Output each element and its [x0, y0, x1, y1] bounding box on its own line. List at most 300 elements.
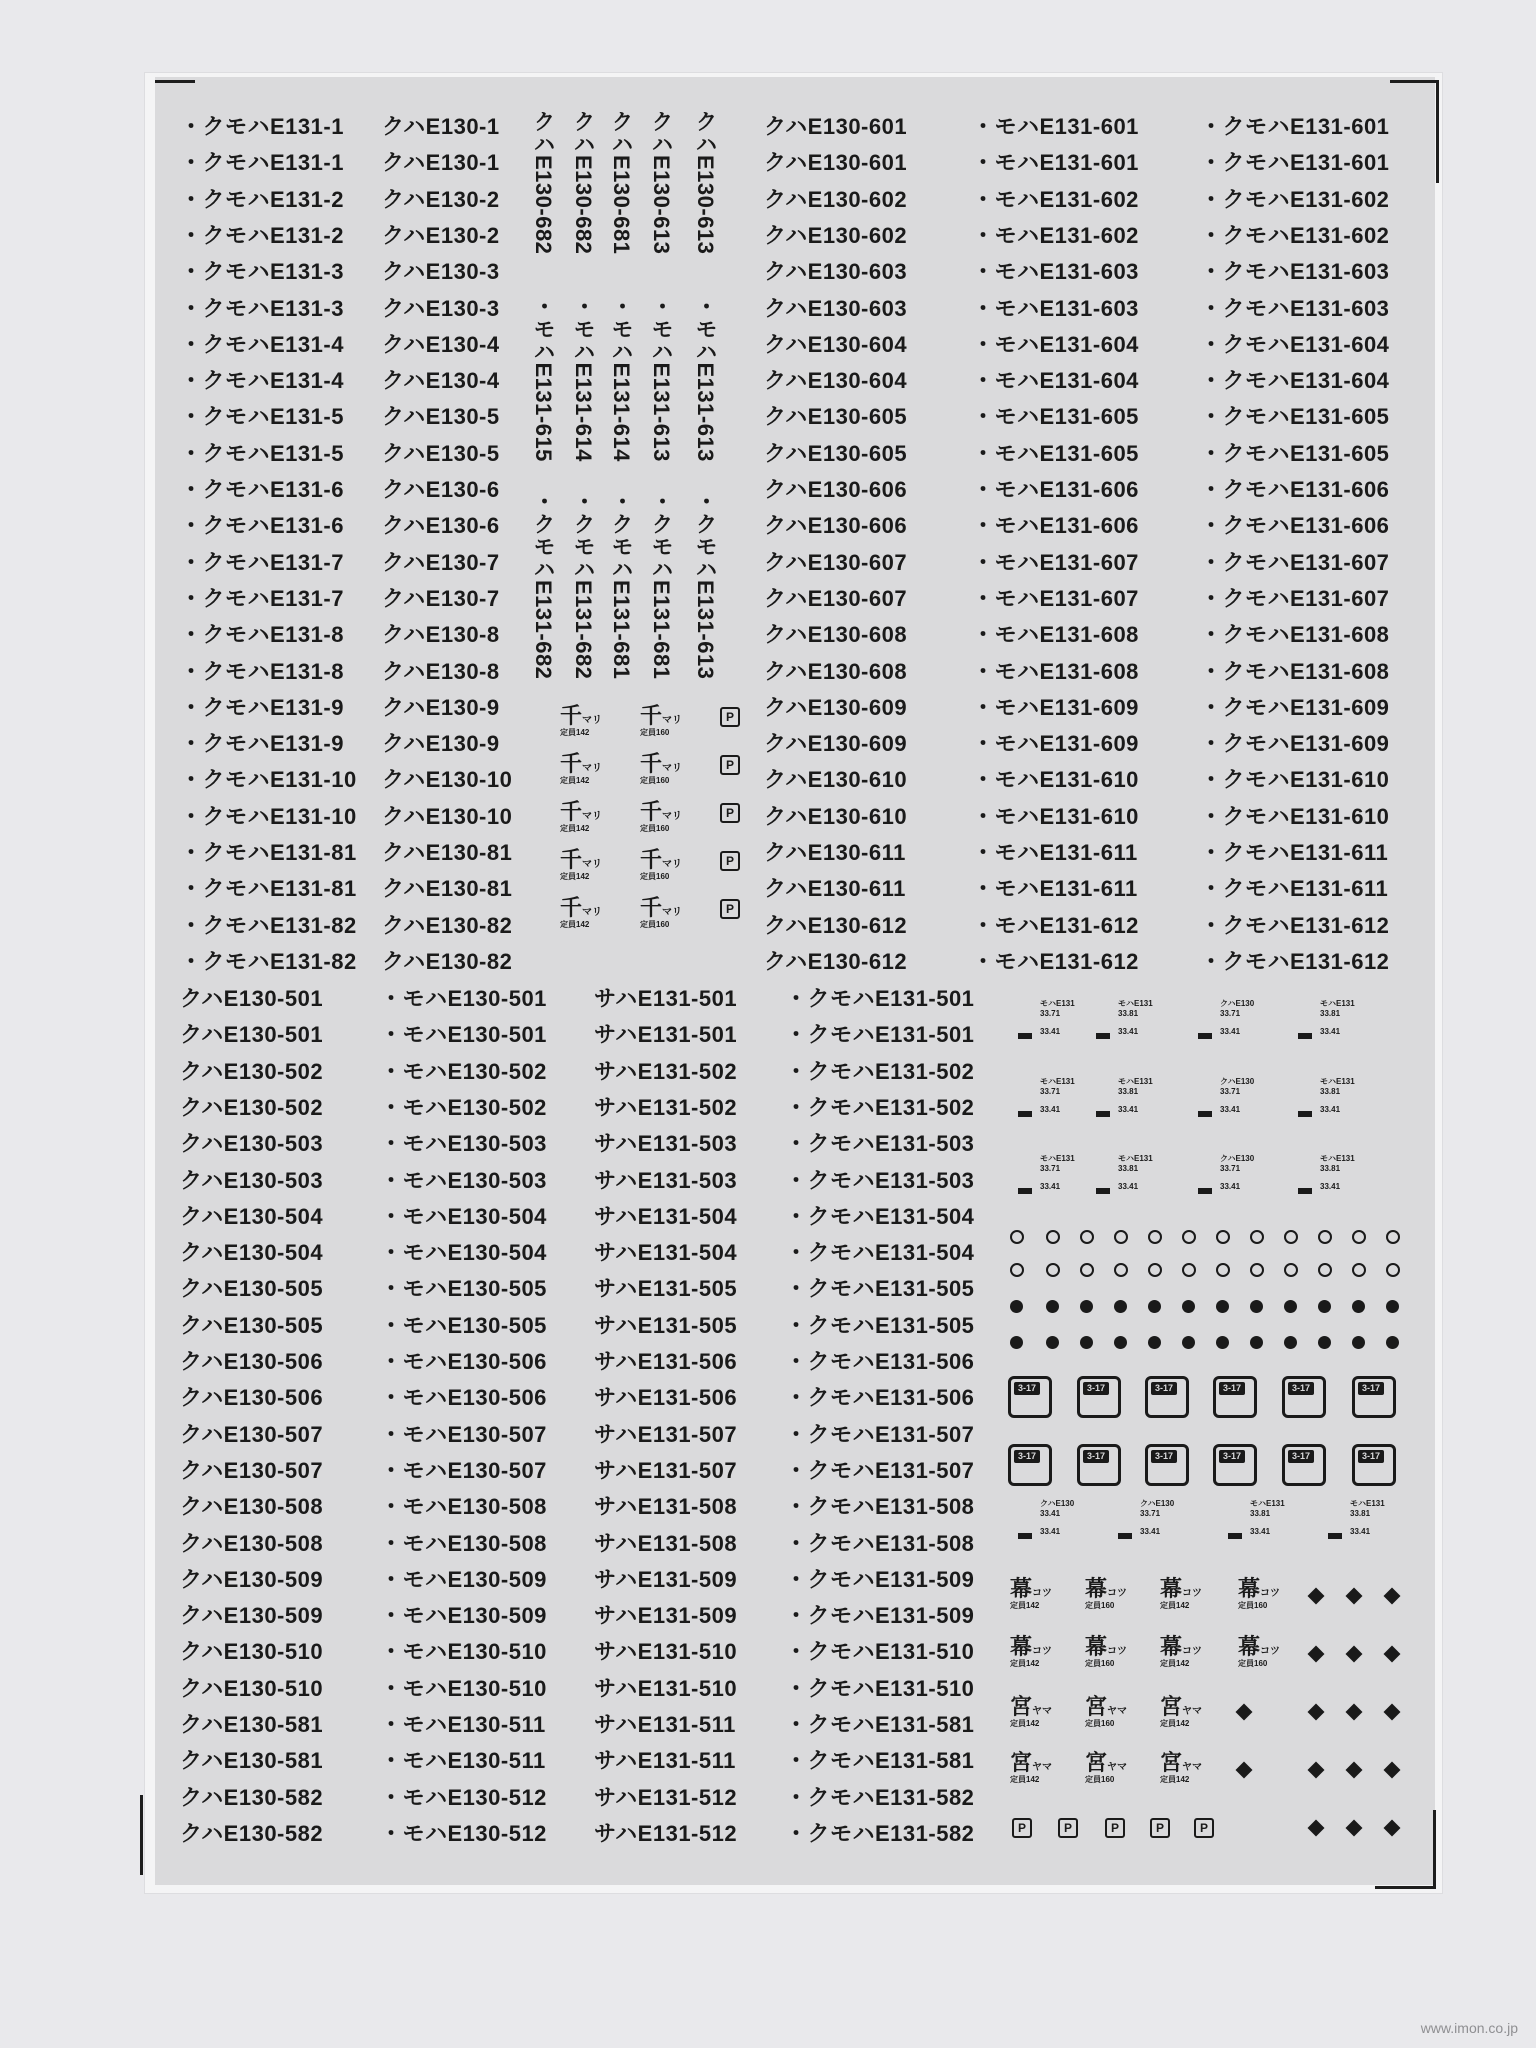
decal-label: ・クモハE131-5 — [180, 440, 344, 466]
decal-label: ・モハE130-509 — [380, 1566, 547, 1592]
decal-label: ・クモハE131-604 — [1200, 331, 1390, 357]
spec-text: 33.71 — [1220, 1087, 1241, 1096]
decal-label: ・クモハE131-612 — [1200, 912, 1390, 938]
vertical-decal: クハE130-613 — [693, 110, 718, 255]
decal-label: ・クモハE131-603 — [1200, 295, 1390, 321]
spec-bar — [1228, 1533, 1242, 1539]
vertical-decal: クハE130-682 — [571, 110, 596, 255]
decal-label: サハE131-510 — [594, 1639, 738, 1665]
vertical-decal: ・クモハE131-613 — [693, 490, 718, 680]
decal-label: ・モハE130-510 — [380, 1675, 547, 1701]
decal-label: ・クモハE131-81 — [180, 840, 357, 865]
depot-kana: ヤマ — [1032, 1762, 1053, 1773]
depot-capacity: 定員160 — [1238, 1659, 1268, 1668]
decal-label: クハE130-604 — [764, 331, 908, 357]
decal-label: ・クモハE131-1 — [180, 150, 344, 176]
spec-text: 33.41 — [1118, 1027, 1139, 1036]
decal-label: ・モハE131-603 — [972, 259, 1139, 285]
solid-dot — [1182, 1300, 1195, 1313]
decal-label: ・モハE130-511 — [380, 1748, 546, 1774]
number-plate — [1145, 1444, 1189, 1486]
decal-label: ・クモハE131-509 — [785, 1603, 975, 1629]
decal-label: ・クモハE131-9 — [180, 731, 344, 757]
decal-label: クハE130-503 — [180, 1167, 324, 1193]
depot-kanji: 千 — [640, 751, 663, 776]
plate-number: 3-17 — [1288, 1382, 1314, 1395]
vertical-decal: ・モハE131-614 — [571, 295, 596, 462]
decal-label: クハE130-82 — [382, 912, 513, 938]
ring-dot — [1148, 1230, 1162, 1244]
decal-label: クハE130-608 — [764, 658, 908, 684]
spec-text: モハE131 — [1118, 1077, 1153, 1086]
depot-kanji: 千 — [560, 895, 583, 920]
spec-text: クハE130 — [1220, 1154, 1255, 1163]
solid-dot — [1352, 1300, 1365, 1313]
spec-text: 33.41 — [1220, 1182, 1241, 1191]
vertical-decal: ・モハE131-613 — [649, 295, 674, 462]
decal-label: ・モハE130-507 — [380, 1457, 547, 1483]
decal-label: ・クモハE131-609 — [1200, 731, 1390, 757]
decal-label: クハE130-611 — [764, 840, 906, 865]
decal-label: クハE130-510 — [180, 1639, 324, 1665]
spec-text: 33.41 — [1118, 1105, 1139, 1114]
decal-label: クハE130-510 — [180, 1675, 324, 1701]
plate-number: 3-17 — [1358, 1450, 1384, 1463]
ring-dot — [1250, 1263, 1264, 1277]
decal-label: ・クモハE131-4 — [180, 368, 344, 394]
decal-label: ・モハE130-511 — [380, 1712, 546, 1737]
plate-number: 3-17 — [1151, 1382, 1177, 1395]
decal-label: クハE130-506 — [180, 1385, 324, 1411]
decal-label: サハE131-507 — [594, 1421, 738, 1447]
depot-capacity: 定員160 — [1085, 1775, 1115, 1784]
decal-label: クハE130-503 — [180, 1131, 324, 1157]
spec-text: モハE131 — [1040, 1154, 1075, 1163]
depot-kanji: 幕 — [1085, 1576, 1108, 1601]
decal-label: クハE130-508 — [180, 1494, 324, 1520]
decal-label: ・クモハE131-501 — [785, 986, 975, 1011]
parking-mark: P — [1150, 1818, 1170, 1838]
solid-dot — [1010, 1300, 1023, 1313]
decal-label: ・クモハE131-510 — [785, 1675, 975, 1701]
spec-text: 33.41 — [1220, 1027, 1241, 1036]
spec-text: 33.71 — [1040, 1087, 1061, 1096]
depot-kana: コツ — [1260, 1588, 1281, 1599]
plate-number: 3-17 — [1014, 1450, 1040, 1463]
depot-kanji: 宮 — [1010, 1694, 1033, 1719]
depot-mark — [560, 849, 602, 881]
decal-label: ・クモハE131-504 — [785, 1240, 975, 1266]
decal-label: クハE130-608 — [764, 622, 908, 648]
plate-number: 3-17 — [1014, 1382, 1040, 1395]
decal-label: ・モハE130-501 — [380, 1022, 547, 1048]
decal-label: ・クモハE131-7 — [180, 549, 344, 575]
decal-label: ・クモハE131-602 — [1200, 186, 1390, 212]
solid-dot — [1114, 1336, 1127, 1349]
spec-text: 33.71 — [1220, 1009, 1241, 1018]
depot-mark — [560, 705, 602, 737]
spec-text: クハE130 — [1140, 1499, 1175, 1508]
spec-text: 33.41 — [1220, 1105, 1241, 1114]
spec-text: 33.41 — [1250, 1527, 1271, 1536]
ring-dot — [1010, 1230, 1024, 1244]
depot-kanji: 宮 — [1160, 1750, 1183, 1775]
decal-label: ・クモハE131-612 — [1200, 948, 1390, 974]
spec-text: 33.71 — [1040, 1164, 1061, 1173]
decal-label: クハE130-606 — [764, 513, 908, 539]
decal-label: サハE131-512 — [594, 1784, 738, 1810]
decal-label: サハE131-501 — [594, 1022, 738, 1048]
decal-label: クハE130-602 — [764, 186, 908, 212]
decal-label: ・モハE130-504 — [380, 1203, 547, 1229]
spec-text: モハE131 — [1118, 999, 1153, 1008]
depot-mark — [1160, 1578, 1202, 1610]
ring-dot — [1284, 1263, 1298, 1277]
decal-label: ・モハE131-611 — [972, 840, 1138, 865]
decal-label: クハE130-507 — [180, 1421, 324, 1447]
spec-bar — [1198, 1033, 1212, 1039]
solid-dot — [1114, 1300, 1127, 1313]
depot-capacity: 定員142 — [1010, 1719, 1040, 1728]
decal-label: ・クモハE131-606 — [1200, 513, 1390, 539]
depot-kana: マリ — [582, 763, 603, 774]
decal-label: ・クモハE131-2 — [180, 186, 344, 212]
depot-mark — [1085, 1578, 1127, 1610]
parking-mark: P — [720, 755, 740, 775]
decal-label: サハE131-501 — [594, 986, 738, 1011]
decal-label: クハE130-582 — [180, 1820, 324, 1846]
decal-label: ・クモハE131-610 — [1200, 803, 1390, 829]
spec-text: 33.41 — [1040, 1509, 1061, 1518]
depot-kanji: 幕 — [1010, 1634, 1033, 1659]
decal-label: ・モハE131-601 — [972, 150, 1139, 176]
depot-mark — [640, 849, 682, 881]
corner-mark-tl — [155, 80, 195, 83]
decal-label: クハE130-508 — [180, 1530, 324, 1556]
decal-label: ・クモハE131-507 — [785, 1457, 975, 1483]
decal-label: ・モハE131-609 — [972, 731, 1139, 757]
depot-kana: マリ — [582, 907, 603, 918]
decal-label: クハE130-4 — [382, 368, 500, 394]
spec-text: 33.81 — [1118, 1164, 1139, 1173]
decal-label: ・クモハE131-608 — [1200, 622, 1390, 648]
depot-kana: マリ — [662, 811, 683, 822]
decal-label: クハE130-3 — [382, 295, 500, 321]
corner-mark-bl — [140, 1795, 143, 1875]
decal-label: サハE131-506 — [594, 1349, 738, 1374]
spec-text: 33.81 — [1118, 1009, 1139, 1018]
decal-label: ・モハE130-503 — [380, 1131, 547, 1157]
depot-capacity: 定員142 — [1010, 1775, 1040, 1784]
decal-label: ・クモハE131-604 — [1200, 368, 1390, 394]
number-plate — [1077, 1376, 1121, 1418]
vertical-decal: ・モハE131-614 — [609, 295, 634, 462]
decal-label: クハE130-605 — [764, 440, 908, 466]
depot-capacity: 定員142 — [560, 920, 590, 929]
decal-label: クハE130-7 — [382, 585, 500, 611]
decal-label: クハE130-6 — [382, 477, 500, 502]
depot-kanji: 千 — [640, 799, 663, 824]
depot-mark — [1010, 1752, 1052, 1784]
decal-label: クハE130-81 — [382, 840, 513, 865]
decal-label: サハE131-510 — [594, 1675, 738, 1701]
decal-label: ・モハE130-506 — [380, 1349, 547, 1374]
corner-mark-tr — [1390, 80, 1439, 183]
decal-label: ・モハE130-501 — [380, 986, 547, 1011]
decal-label: クハE130-603 — [764, 259, 908, 285]
decal-label: クハE130-509 — [180, 1603, 324, 1629]
decal-label: クハE130-505 — [180, 1312, 324, 1338]
spec-bar — [1018, 1111, 1032, 1117]
decal-label: ・モハE130-508 — [380, 1494, 547, 1520]
plate-number: 3-17 — [1083, 1450, 1109, 1463]
depot-capacity: 定員142 — [560, 728, 590, 737]
decal-label: ・クモハE131-506 — [785, 1349, 975, 1374]
solid-dot — [1148, 1336, 1161, 1349]
depot-kana: マリ — [582, 859, 603, 870]
number-plate — [1282, 1444, 1326, 1486]
decal-label: ・クモハE131-507 — [785, 1421, 975, 1447]
vertical-decal: クハE130-613 — [649, 110, 674, 255]
spec-text: 33.41 — [1040, 1182, 1061, 1191]
depot-mark — [1238, 1636, 1280, 1668]
vertical-decal: クハE130-681 — [609, 110, 634, 255]
depot-capacity: 定員142 — [1160, 1659, 1190, 1668]
solid-dot — [1046, 1300, 1059, 1313]
decal-label: ・クモハE131-502 — [785, 1094, 975, 1120]
decal-label: サハE131-509 — [594, 1566, 738, 1592]
depot-kana: マリ — [662, 907, 683, 918]
depot-kana: ヤマ — [1107, 1762, 1128, 1773]
decal-label: サハE131-508 — [594, 1530, 738, 1556]
decal-label: クハE130-3 — [382, 259, 500, 285]
spec-bar — [1298, 1033, 1312, 1039]
parking-mark: P — [1105, 1818, 1125, 1838]
spec-text: モハE131 — [1320, 1077, 1355, 1086]
plate-number: 3-17 — [1219, 1382, 1245, 1395]
decal-label: ・モハE131-609 — [972, 694, 1139, 720]
decal-label: ・モハE130-505 — [380, 1312, 547, 1338]
spec-text: 33.81 — [1250, 1509, 1271, 1518]
decal-label: クハE130-2 — [382, 222, 500, 248]
decal-label: クハE130-6 — [382, 513, 500, 539]
solid-dot — [1284, 1336, 1297, 1349]
decal-label: ・モハE130-510 — [380, 1639, 547, 1665]
decal-label: サハE131-512 — [594, 1820, 738, 1846]
decal-label: サハE131-506 — [594, 1385, 738, 1411]
depot-mark — [1160, 1696, 1202, 1728]
plate-number: 3-17 — [1151, 1450, 1177, 1463]
vertical-decal: ・クモハE131-682 — [531, 490, 556, 680]
spec-text: モハE131 — [1350, 1499, 1385, 1508]
decal-label: クハE130-5 — [382, 440, 500, 466]
depot-capacity: 定員160 — [640, 920, 670, 929]
depot-mark — [560, 897, 602, 929]
spec-bar — [1096, 1033, 1110, 1039]
decal-label: ・モハE131-602 — [972, 222, 1139, 248]
depot-kanji: 千 — [560, 703, 583, 728]
number-plate — [1213, 1376, 1257, 1418]
spec-text: モハE131 — [1320, 999, 1355, 1008]
depot-capacity: 定員160 — [1085, 1659, 1115, 1668]
depot-mark — [1010, 1578, 1052, 1610]
decal-label: ・モハE130-505 — [380, 1276, 547, 1302]
depot-kana: コツ — [1032, 1588, 1053, 1599]
ring-dot — [1182, 1230, 1196, 1244]
decal-label: ・モハE130-512 — [380, 1820, 547, 1846]
decal-label: クハE130-601 — [764, 114, 908, 139]
decal-label: クハE130-507 — [180, 1457, 324, 1483]
ring-dot — [1386, 1230, 1400, 1244]
depot-kana: マリ — [662, 715, 683, 726]
depot-capacity: 定員160 — [1085, 1601, 1115, 1610]
ring-dot — [1318, 1230, 1332, 1244]
depot-kanji: 千 — [560, 847, 583, 872]
decal-label: クハE130-81 — [382, 876, 513, 902]
decal-label: ・クモハE131-607 — [1200, 585, 1390, 611]
number-plate — [1145, 1376, 1189, 1418]
spec-text: 33.81 — [1320, 1164, 1341, 1173]
plate-number: 3-17 — [1083, 1382, 1109, 1395]
solid-dot — [1386, 1336, 1399, 1349]
spec-bar — [1018, 1533, 1032, 1539]
spec-bar — [1018, 1188, 1032, 1194]
ring-dot — [1386, 1263, 1400, 1277]
depot-kanji: 千 — [560, 751, 583, 776]
decal-label: ・クモハE131-505 — [785, 1312, 975, 1338]
decal-label: サハE131-505 — [594, 1276, 738, 1302]
depot-kana: コツ — [1182, 1646, 1203, 1657]
decal-label: クハE130-504 — [180, 1203, 324, 1229]
vertical-decal: ・モハE131-615 — [531, 295, 556, 462]
depot-kanji: 幕 — [1238, 1634, 1261, 1659]
decal-label: クハE130-509 — [180, 1566, 324, 1592]
depot-kana: コツ — [1032, 1646, 1053, 1657]
spec-bar — [1118, 1533, 1132, 1539]
decal-label: ・クモハE131-3 — [180, 295, 344, 321]
decal-label: ・モハE130-508 — [380, 1530, 547, 1556]
spec-text: 33.41 — [1140, 1527, 1161, 1536]
decal-label: ・モハE131-605 — [972, 404, 1139, 430]
decal-label: クハE130-612 — [764, 912, 908, 938]
spec-text: 33.71 — [1140, 1509, 1161, 1518]
decal-label: クハE130-602 — [764, 222, 908, 248]
spec-text: モハE131 — [1040, 1077, 1075, 1086]
spec-text: 33.41 — [1040, 1527, 1061, 1536]
decal-label: クハE130-506 — [180, 1349, 324, 1374]
depot-kanji: 宮 — [1010, 1750, 1033, 1775]
decal-label: クハE130-607 — [764, 585, 908, 611]
decal-label: ・モハE130-506 — [380, 1385, 547, 1411]
decal-label: クハE130-609 — [764, 694, 908, 720]
depot-capacity: 定員142 — [560, 824, 590, 833]
spec-text: 33.71 — [1040, 1009, 1061, 1018]
spec-text: モハE131 — [1118, 1154, 1153, 1163]
spec-text: 33.41 — [1350, 1527, 1371, 1536]
decal-label: ・クモハE131-610 — [1200, 767, 1390, 793]
spec-text: クハE130 — [1220, 1077, 1255, 1086]
decal-label: クハE130-605 — [764, 404, 908, 430]
decal-label: サハE131-505 — [594, 1312, 738, 1338]
depot-kana: マリ — [662, 763, 683, 774]
depot-capacity: 定員142 — [560, 776, 590, 785]
decal-label: クハE130-502 — [180, 1058, 324, 1084]
decal-label: ・モハE130-507 — [380, 1421, 547, 1447]
decal-label: ・クモハE131-505 — [785, 1276, 975, 1302]
decal-label: サハE131-502 — [594, 1058, 738, 1084]
depot-mark — [1085, 1696, 1127, 1728]
vertical-decal: ・クモハE131-681 — [649, 490, 674, 680]
decal-label: クハE130-502 — [180, 1094, 324, 1120]
spec-text: 33.81 — [1320, 1009, 1341, 1018]
solid-dot — [1216, 1336, 1229, 1349]
depot-kana: コツ — [1182, 1588, 1203, 1599]
decal-label: ・クモハE131-611 — [1200, 840, 1389, 865]
solid-dot — [1148, 1300, 1161, 1313]
decal-label: ・モハE130-504 — [380, 1240, 547, 1266]
spec-text: 33.41 — [1320, 1182, 1341, 1191]
depot-kana: ヤマ — [1107, 1706, 1128, 1717]
decal-label: ・クモハE131-602 — [1200, 222, 1390, 248]
decal-label: ・モハE130-502 — [380, 1094, 547, 1120]
decal-label: ・モハE130-509 — [380, 1603, 547, 1629]
ring-dot — [1352, 1230, 1366, 1244]
ring-dot — [1182, 1263, 1196, 1277]
decal-label: ・クモハE131-601 — [1200, 150, 1390, 176]
decal-label: ・モハE130-502 — [380, 1058, 547, 1084]
solid-dot — [1386, 1300, 1399, 1313]
vertical-decal: ・モハE131-613 — [693, 295, 718, 462]
depot-kanji: 宮 — [1085, 1694, 1108, 1719]
spec-bar — [1096, 1111, 1110, 1117]
spec-text: 33.81 — [1118, 1087, 1139, 1096]
solid-dot — [1318, 1300, 1331, 1313]
decal-label: ・モハE131-612 — [972, 948, 1139, 974]
ring-dot — [1284, 1230, 1298, 1244]
depot-mark — [1160, 1752, 1202, 1784]
depot-mark — [640, 705, 682, 737]
decal-label: クハE130-5 — [382, 404, 500, 430]
decal-label: ・クモハE131-3 — [180, 259, 344, 285]
decal-label: ・クモハE131-609 — [1200, 694, 1390, 720]
depot-capacity: 定員160 — [1238, 1601, 1268, 1610]
number-plate — [1213, 1444, 1257, 1486]
decal-label: クハE130-504 — [180, 1240, 324, 1266]
ring-dot — [1046, 1230, 1060, 1244]
decal-label: クハE130-501 — [180, 1022, 324, 1048]
solid-dot — [1216, 1300, 1229, 1313]
depot-mark — [1010, 1696, 1052, 1728]
decal-label: ・クモハE131-606 — [1200, 477, 1390, 502]
solid-dot — [1318, 1336, 1331, 1349]
number-plate — [1352, 1444, 1396, 1486]
decal-label: クハE130-581 — [180, 1748, 324, 1774]
depot-kanji: 幕 — [1238, 1576, 1261, 1601]
decal-label: ・モハE131-604 — [972, 368, 1139, 394]
decal-label: ・モハE131-602 — [972, 186, 1139, 212]
depot-capacity: 定員160 — [640, 872, 670, 881]
spec-text: クハE130 — [1220, 999, 1255, 1008]
depot-mark — [1085, 1752, 1127, 1784]
number-plate — [1352, 1376, 1396, 1418]
decal-label: クハE130-9 — [382, 694, 500, 720]
solid-dot — [1250, 1300, 1263, 1313]
depot-kana: コツ — [1107, 1588, 1128, 1599]
decal-label: ・クモハE131-605 — [1200, 440, 1390, 466]
ring-dot — [1010, 1263, 1024, 1277]
depot-mark — [560, 801, 602, 833]
decal-label: クハE130-9 — [382, 731, 500, 757]
